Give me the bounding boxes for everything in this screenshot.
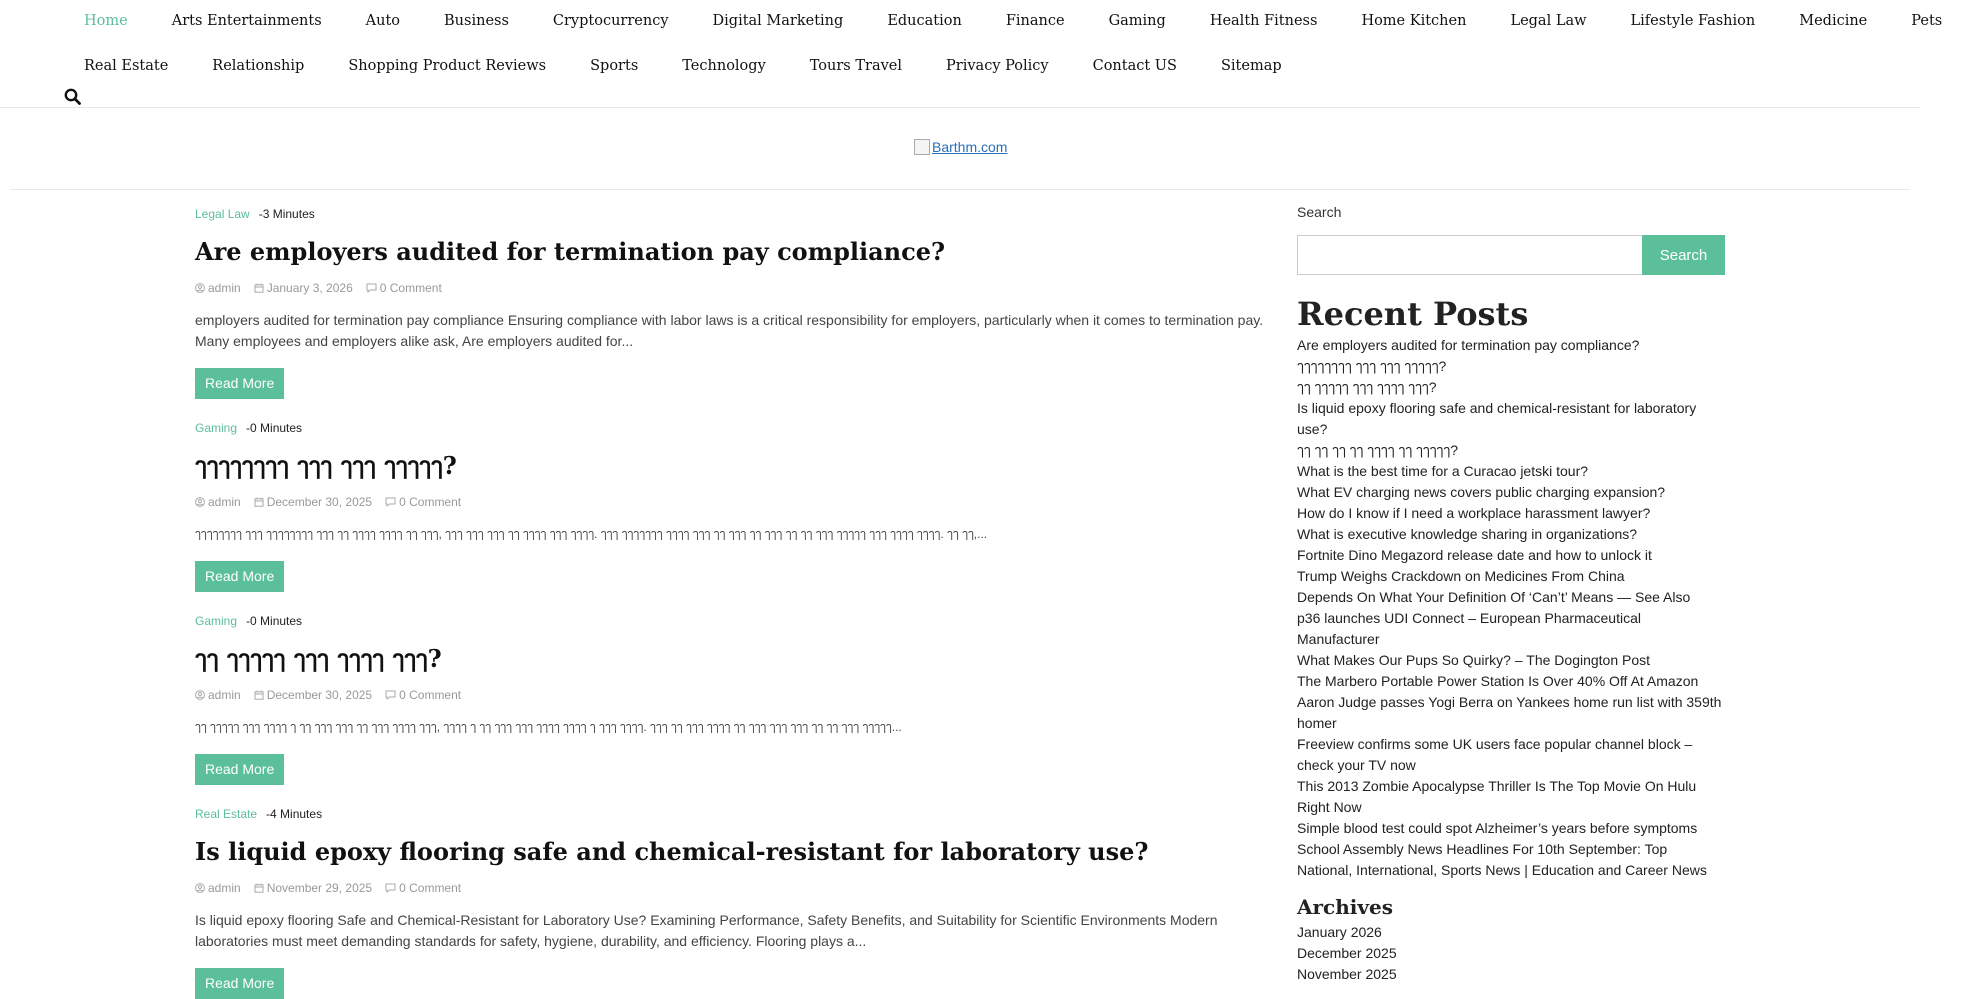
nav-item-arts-entertainments[interactable]: Arts Entertainments (171, 13, 322, 29)
user-icon (195, 283, 208, 293)
category-link[interactable]: Gaming (195, 421, 238, 435)
nav-item-gaming[interactable]: Gaming (1108, 13, 1166, 29)
nav-item-privacy-policy[interactable]: Privacy Policy (946, 58, 1049, 74)
post-meta (195, 878, 1265, 898)
post-excerpt: ๅๅๅๅๅๅๅๅ ๅๅๅ ๅๅๅๅๅๅๅๅ ๅๅๅ ๅๅ ๅๅๅๅ ๅๅๅๅ ๅๅ ๅๅๅ, ๅๅๅ ๅๅๅ ๅๅๅ ๅๅ ๅๅๅๅ ๅๅๅ ๅๅๅๅ. ๅๅๅ ๅๅๅๅๅๅๅ ๅๅๅๅ ๅๅๅ ๅๅ ๅๅๅ ๅๅ ๅๅๅ ๅๅ ๅๅ ๅๅๅ ๅๅๅๅๅ ๅๅๅ ๅๅๅๅ ๅๅๅๅ. ๅๅ ๅๅ,... (195, 527, 988, 541)
comments-link-text: 0 Comment (379, 281, 442, 295)
comment-icon (366, 283, 380, 293)
author-link-text: admin (208, 688, 241, 702)
date-link-text: December 30, 2025 (266, 688, 373, 702)
search-input[interactable] (1297, 235, 1642, 275)
archive-link[interactable]: November 2025 (1297, 966, 1397, 982)
post-meta-top (195, 611, 1265, 631)
post-title[interactable]: Is liquid epoxy flooring safe and chemical-resistant for laboratory use? (195, 837, 1149, 866)
post-meta (195, 492, 1265, 512)
nav-item-tours-travel[interactable]: Tours Travel (809, 58, 903, 74)
nav-item-finance[interactable]: Finance (1005, 13, 1065, 29)
site-logo-alt: Barthm.com (932, 139, 1008, 155)
nav-item-cryptocurrency[interactable]: Cryptocurrency (552, 13, 669, 29)
header-divider (10, 189, 1910, 190)
comments-link[interactable] (385, 495, 461, 509)
recent-post-link[interactable]: Freeview confirms some UK users face popular channel block – check your TV now (1297, 736, 1693, 773)
post-excerpt: ๅๅ ๅๅๅๅๅ ๅๅๅ ๅๅๅๅ ๅ ๅๅ ๅๅๅ ๅๅๅ ๅๅ ๅๅๅ ๅๅๅๅ ๅๅๅ, ๅๅๅๅ ๅ ๅๅ ๅๅๅ ๅๅๅ ๅๅๅๅ ๅๅๅๅ ๅ ๅๅๅ ๅๅๅๅ. ๅๅๅ ๅๅ ๅๅๅ ๅๅๅๅ ๅๅ ๅๅๅ ๅๅๅ ๅๅๅ ๅๅ ๅๅ ๅๅๅ ๅๅๅๅๅ... (195, 720, 902, 734)
comments-link[interactable] (385, 688, 461, 702)
date-link[interactable] (254, 881, 372, 895)
read-time: -0 Minutes (246, 614, 303, 628)
post-meta (195, 278, 1265, 298)
broken-image-icon (914, 139, 930, 155)
category-link[interactable]: Gaming (195, 614, 238, 628)
nav-item-home[interactable]: Home (84, 13, 128, 29)
author-link[interactable] (195, 281, 241, 295)
nav-item-business[interactable]: Business (444, 13, 509, 29)
recent-post-link[interactable]: ๅๅ ๅๅๅๅๅ ๅๅๅ ๅๅๅๅ ๅๅๅ? (1297, 379, 1437, 395)
post-excerpt: Is liquid epoxy flooring Safe and Chemical-Resistant for Laboratory Use? Examining Performance, Safety Benefits, and Suitability for Scientific Environments Modern laboratories must meet demanding standards for safety, hygiene, durability, and efficiency. Flooring plays a... (195, 912, 1218, 949)
recent-post-link[interactable]: The Marbero Portable Power Station Is Over 40% Off At Amazon (1297, 673, 1699, 689)
recent-post-link[interactable]: Is liquid epoxy flooring safe and chemical-resistant for laboratory use? (1297, 400, 1697, 437)
comments-link[interactable] (385, 881, 461, 895)
recent-post-link[interactable]: Are employers audited for termination pay compliance? (1297, 337, 1640, 353)
nav-row-1 (84, 13, 1986, 29)
post-meta-top (195, 204, 1265, 224)
post-title[interactable]: Are employers audited for termination pay compliance? (195, 237, 946, 266)
nav-item-relationship[interactable]: Relationship (212, 58, 305, 74)
recent-post-link[interactable]: This 2013 Zombie Apocalypse Thriller Is The Top Movie On Hulu Right Now (1297, 778, 1697, 815)
archives-list (1297, 922, 1725, 985)
user-icon (195, 883, 208, 893)
top-navigation (0, 0, 1943, 108)
search-icon[interactable] (64, 88, 82, 106)
post-meta-top (195, 418, 1265, 438)
date-link-text: November 29, 2025 (266, 881, 373, 895)
author-link[interactable] (195, 495, 241, 509)
post-title[interactable]: ๅๅๅๅๅๅๅๅ ๅๅๅ ๅๅๅ ๅๅๅๅๅ? (195, 451, 457, 480)
nav-item-legal-law[interactable]: Legal Law (1510, 13, 1587, 29)
author-link[interactable] (195, 688, 241, 702)
calendar-icon (254, 497, 267, 507)
nav-item-shopping-product-reviews[interactable]: Shopping Product Reviews (348, 58, 547, 74)
comment-icon (385, 497, 399, 507)
date-link[interactable] (254, 688, 372, 702)
sidebar (1297, 204, 1725, 985)
post-card (195, 804, 1265, 999)
nav-item-medicine[interactable]: Medicine (1799, 13, 1868, 29)
date-link-text: December 30, 2025 (266, 495, 373, 509)
recent-post-link[interactable]: Simple blood test could spot Alzheimer’s years before symptoms (1297, 820, 1698, 836)
category-link[interactable]: Legal Law (195, 207, 250, 221)
author-link-text: admin (208, 495, 241, 509)
recent-post-link[interactable]: p36 launches UDI Connect – European Pharmaceutical Manufacturer (1297, 610, 1641, 647)
recent-post-link[interactable]: What Makes Our Pups So Quirky? – The Dogington Post (1297, 652, 1651, 668)
site-logo[interactable] (914, 139, 1007, 155)
user-icon (195, 690, 208, 700)
date-link[interactable] (254, 281, 353, 295)
recent-post-link[interactable]: Trump Weighs Crackdown on Medicines From China (1297, 568, 1625, 584)
nav-item-auto[interactable]: Auto (365, 13, 401, 29)
nav-item-real-estate[interactable]: Real Estate (84, 58, 169, 74)
comments-link-text: 0 Comment (399, 881, 462, 895)
post-meta (195, 685, 1265, 705)
post-card (195, 611, 1265, 785)
nav-item-contact-us[interactable]: Contact US (1092, 58, 1177, 74)
recent-posts-heading: Recent Posts (1297, 295, 1529, 333)
category-link[interactable]: Real Estate (195, 807, 258, 821)
search-widget-label: Search (1297, 204, 1342, 220)
recent-post-link[interactable]: ๅๅๅๅๅๅๅๅ ๅๅๅ ๅๅๅ ๅๅๅๅๅ? (1297, 358, 1447, 374)
read-time: -0 Minutes (246, 421, 303, 435)
post-title[interactable]: ๅๅ ๅๅๅๅๅ ๅๅๅ ๅๅๅๅ ๅๅๅ? (195, 644, 442, 673)
calendar-icon (254, 883, 267, 893)
nav-item-sports[interactable]: Sports (590, 58, 639, 74)
read-more-button[interactable]: Read More (195, 968, 284, 999)
nav-item-technology[interactable]: Technology (682, 58, 766, 74)
post-meta-top (195, 804, 1265, 824)
date-link[interactable] (254, 495, 372, 509)
recent-post-link[interactable]: What EV charging news covers public charging expansion? (1297, 484, 1666, 500)
recent-post-link[interactable]: ๅๅ ๅๅ ๅๅ ๅๅ ๅๅๅๅ ๅๅ ๅๅๅๅๅ? (1297, 442, 1459, 458)
comments-link-text: 0 Comment (399, 688, 462, 702)
post-card (195, 204, 1265, 399)
date-link-text: January 3, 2026 (266, 281, 353, 295)
nav-item-lifestyle-fashion[interactable]: Lifestyle Fashion (1630, 13, 1756, 29)
recent-post-link[interactable]: Depends On What Your Definition Of ‘Can’t’ Means — See Also (1297, 589, 1691, 605)
comments-link-text: 0 Comment (399, 495, 462, 509)
read-more-button[interactable]: Read More (195, 754, 284, 785)
recent-post-link[interactable]: What is the best time for a Curacao jetski tour? (1297, 463, 1589, 479)
archive-link[interactable]: January 2026 (1297, 924, 1382, 940)
post-excerpt: employers audited for termination pay compliance Ensuring compliance with labor laws is a critical responsibility for employers, particularly when it comes to termination pay. Many employees and employers alike ask, Are employers audited for... (195, 312, 1264, 349)
author-link-text: admin (208, 881, 241, 895)
read-time: -3 Minutes (258, 207, 315, 221)
recent-post-link[interactable]: Aaron Judge passes Yogi Berra on Yankees home run list with 359th homer (1297, 694, 1722, 731)
read-time: -4 Minutes (266, 807, 323, 821)
recent-post-link[interactable]: What is executive knowledge sharing in organizations? (1297, 526, 1638, 542)
nav-item-sitemap[interactable]: Sitemap (1220, 58, 1282, 74)
nav-item-pets[interactable]: Pets (1911, 13, 1943, 29)
search-widget (1297, 235, 1725, 275)
author-link[interactable] (195, 881, 241, 895)
comments-link[interactable] (366, 281, 442, 295)
calendar-icon (254, 690, 267, 700)
read-more-button[interactable]: Read More (195, 561, 284, 592)
nav-item-home-kitchen[interactable]: Home Kitchen (1361, 13, 1467, 29)
nav-item-health-fitness[interactable]: Health Fitness (1209, 13, 1318, 29)
nav-item-education[interactable]: Education (887, 13, 962, 29)
search-button[interactable]: Search (1642, 235, 1725, 275)
comment-icon (385, 883, 399, 893)
user-icon (195, 497, 208, 507)
recent-post-link[interactable]: How do I know if I need a workplace harassment lawyer? (1297, 505, 1651, 521)
comment-icon (385, 690, 399, 700)
calendar-icon (254, 283, 267, 293)
nav-item-digital-marketing[interactable]: Digital Marketing (712, 13, 844, 29)
archive-link[interactable]: December 2025 (1297, 945, 1397, 961)
recent-post-link[interactable]: Fortnite Dino Megazord release date and how to unlock it (1297, 547, 1652, 563)
archives-heading: Archives (1297, 895, 1393, 919)
recent-posts-list (1297, 335, 1725, 881)
nav-row-2 (84, 58, 1326, 74)
post-card (195, 418, 1265, 592)
author-link-text: admin (208, 281, 241, 295)
read-more-button[interactable]: Read More (195, 368, 284, 399)
recent-post-link[interactable]: School Assembly News Headlines For 10th September: Top National, International, Sports News | Education and Career News (1297, 841, 1707, 878)
